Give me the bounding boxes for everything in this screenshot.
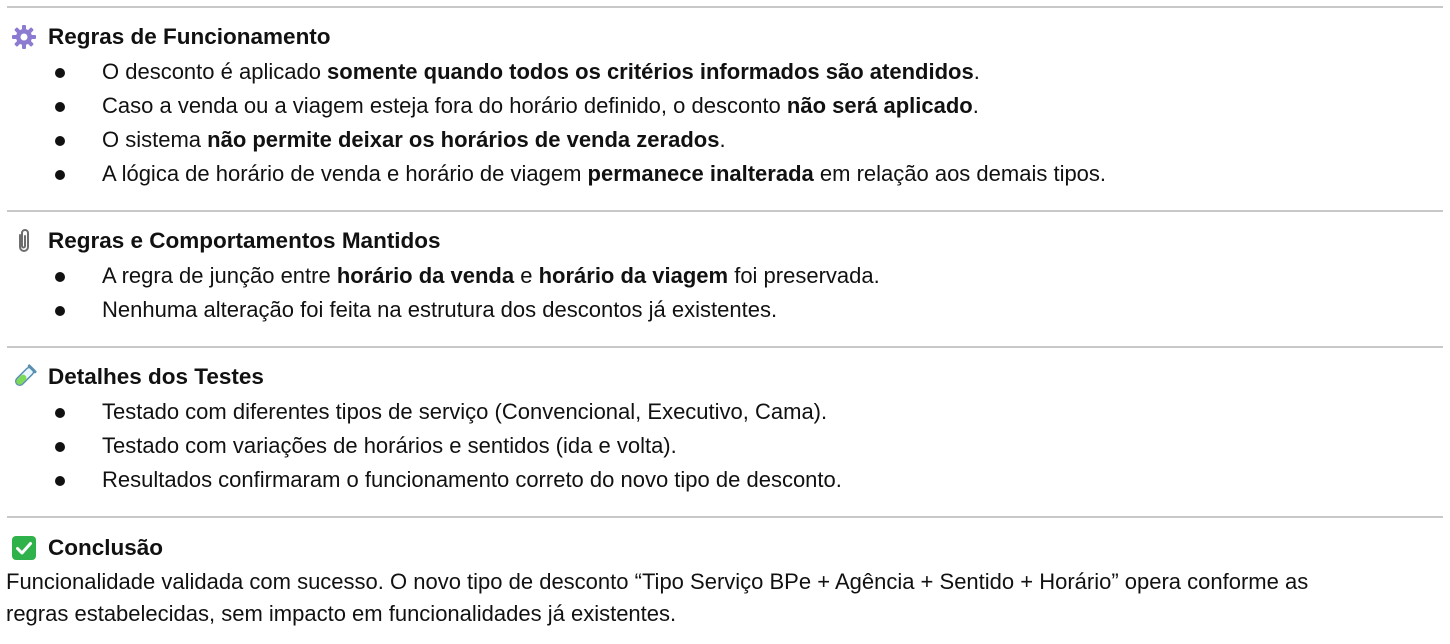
test-tube-icon <box>10 363 38 391</box>
section-title: Conclusão <box>48 535 164 560</box>
section-divider <box>7 6 1443 8</box>
bullet-list <box>0 395 1440 497</box>
list-item: Resultados confirmaram o funcionamento correto do novo tipo de desconto. <box>0 463 1440 497</box>
section-heading-regras-funcionamento <box>10 20 331 54</box>
list-item: O sistema não permite deixar os horários de venda zerados. <box>0 123 1440 157</box>
list-item: O desconto é aplicado somente quando todos os critérios informados são atendidos. <box>0 55 1440 89</box>
bullet-dot <box>55 408 65 418</box>
bullet-dot <box>55 170 65 180</box>
section-heading-detalhes-testes <box>10 360 264 394</box>
conclusion-paragraph <box>6 566 1446 630</box>
list-item: A regra de junção entre horário da venda e horário da viagem foi preservada. <box>0 259 1440 293</box>
list-item: Caso a venda ou a viagem esteja fora do horário definido, o desconto não será aplicado. <box>0 89 1440 123</box>
section-divider <box>7 346 1443 348</box>
section-heading-regras-mantidos <box>10 224 441 258</box>
section-divider <box>7 210 1443 212</box>
check-mark-icon <box>10 534 38 562</box>
list-item: Testado com variações de horários e sentidos (ida e volta). <box>0 429 1440 463</box>
bullet-dot <box>55 442 65 452</box>
section-title: Detalhes dos Testes <box>48 364 264 389</box>
bullet-dot <box>55 476 65 486</box>
conclusion-line: Funcionalidade validada com sucesso. O novo tipo de desconto “Tipo Serviço BPe + Agência + Sentido + Horário” opera conforme as <box>6 569 1309 594</box>
gear-icon <box>10 23 38 51</box>
list-item: Testado com diferentes tipos de serviço (Convencional, Executivo, Cama). <box>0 395 1440 429</box>
paperclip-icon <box>10 227 38 255</box>
bullet-dot <box>55 136 65 146</box>
list-item: Nenhuma alteração foi feita na estrutura dos descontos já existentes. <box>0 293 1440 327</box>
section-divider <box>7 516 1443 518</box>
conclusion-line: regras estabelecidas, sem impacto em funcionalidades já existentes. <box>6 601 677 626</box>
section-heading-conclusao <box>10 531 163 565</box>
section-title: Regras e Comportamentos Mantidos <box>48 228 441 253</box>
bullet-dot <box>55 102 65 112</box>
bullet-list <box>0 55 1440 191</box>
section-title: Regras de Funcionamento <box>48 24 331 49</box>
bullet-dot <box>55 68 65 78</box>
bullet-dot <box>55 306 65 316</box>
bullet-dot <box>55 272 65 282</box>
list-item: A lógica de horário de venda e horário de viagem permanece inalterada em relação aos demais tipos. <box>0 157 1440 191</box>
bullet-list <box>0 259 1440 327</box>
